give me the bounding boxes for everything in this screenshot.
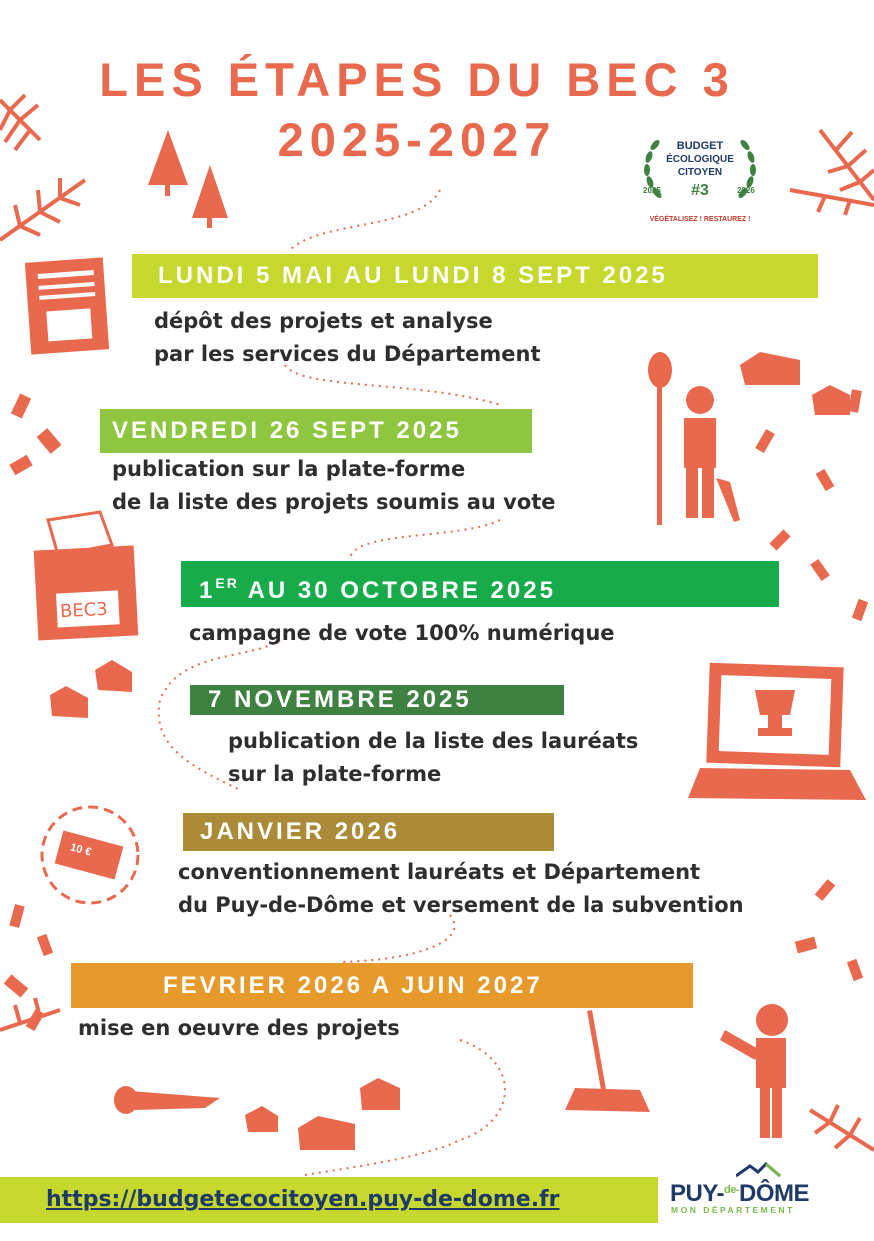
- fern-icon: [790, 190, 874, 215]
- step-date: FEVRIER 2026 A JUIN 2027: [163, 972, 543, 999]
- step-description-line: dépôt des projets et analyse: [154, 309, 493, 333]
- logo-line1: BUDGET: [676, 140, 724, 152]
- step-description: [189, 617, 615, 650]
- step-date-band: [190, 685, 564, 715]
- newspaper-icon: [25, 257, 109, 354]
- saw-icon: [114, 1086, 220, 1114]
- logo-year-start: 2025: [643, 186, 661, 195]
- brand-pre: PUY-: [670, 1180, 725, 1207]
- laptop-icon: [688, 663, 866, 800]
- logo-slogan: VÉGÉTALISEZ ! RESTAUREZ !: [649, 216, 751, 223]
- step-description-line: publication sur la plate-forme: [112, 457, 466, 481]
- step-description-line: mise en oeuvre des projets: [78, 1016, 400, 1040]
- step-description-line: de la liste des projets soumis au vote: [112, 490, 556, 514]
- logo-year-end: 2026: [737, 186, 755, 195]
- step-date-band: [71, 963, 693, 1008]
- step-description: [78, 1012, 400, 1045]
- step-description-line: du Puy-de-Dôme et versement de la subvention: [178, 893, 744, 917]
- ballot-box-label: BEC3: [59, 598, 109, 623]
- brand-mountain-icon: [736, 1162, 796, 1178]
- website-link[interactable]: https://budgetecocitoyen.puy-de-dome.fr: [46, 1187, 560, 1212]
- step-date-band: [183, 813, 554, 851]
- step-date: 7 NOVEMBRE 2025: [208, 686, 472, 713]
- fern-icon: [0, 178, 85, 240]
- logo-line2: ÉCOLOGIQUE: [666, 154, 734, 165]
- step-date-band: [100, 409, 532, 453]
- step-date: LUNDI 5 MAI AU LUNDI 8 SEPT 2025: [158, 262, 668, 289]
- page-title-line1: LES ÉTAPES DU BEC 3: [99, 53, 735, 106]
- brand-subtitle: MON DÉPARTEMENT: [671, 1205, 795, 1215]
- step-date-band: [181, 561, 779, 607]
- step-date-rest: AU 30 OCTOBRE 2025: [238, 577, 556, 604]
- logo-line3: CITOYEN: [677, 167, 723, 178]
- page-title-line2: 2025-2027: [277, 113, 557, 166]
- child-girl-illustration: [720, 1004, 788, 1138]
- step-description-line: conventionnement lauréats et Département: [178, 860, 701, 884]
- step-description-line: par les services du Département: [154, 342, 541, 366]
- step-date: VENDREDI 26 SEPT 2025: [112, 417, 462, 444]
- banknote-label: 10 €: [68, 841, 93, 859]
- step-date-superscript: ER: [215, 575, 239, 591]
- step-date-number: 1: [199, 577, 216, 604]
- step-description-line: campagne de vote 100% numérique: [189, 621, 615, 645]
- logo-edition: #3: [691, 182, 709, 199]
- brand-logo: [670, 1180, 809, 1208]
- brand-post: DÔME: [739, 1180, 810, 1207]
- step-date: JANVIER 2026: [200, 818, 401, 845]
- step-description: [112, 453, 556, 519]
- brand-mid: de-: [724, 1184, 740, 1196]
- step-description-line: publication de la liste des lauréats: [228, 729, 639, 753]
- step-description: [228, 725, 638, 791]
- step-description: [154, 305, 541, 371]
- rake-icon: [565, 1010, 650, 1112]
- step-description-line: sur la plate-forme: [228, 762, 442, 786]
- step-date-band: [132, 254, 818, 298]
- child-with-shovel-illustration: [648, 352, 740, 525]
- ballot-box-icon: [34, 512, 139, 641]
- step-description: [178, 856, 744, 922]
